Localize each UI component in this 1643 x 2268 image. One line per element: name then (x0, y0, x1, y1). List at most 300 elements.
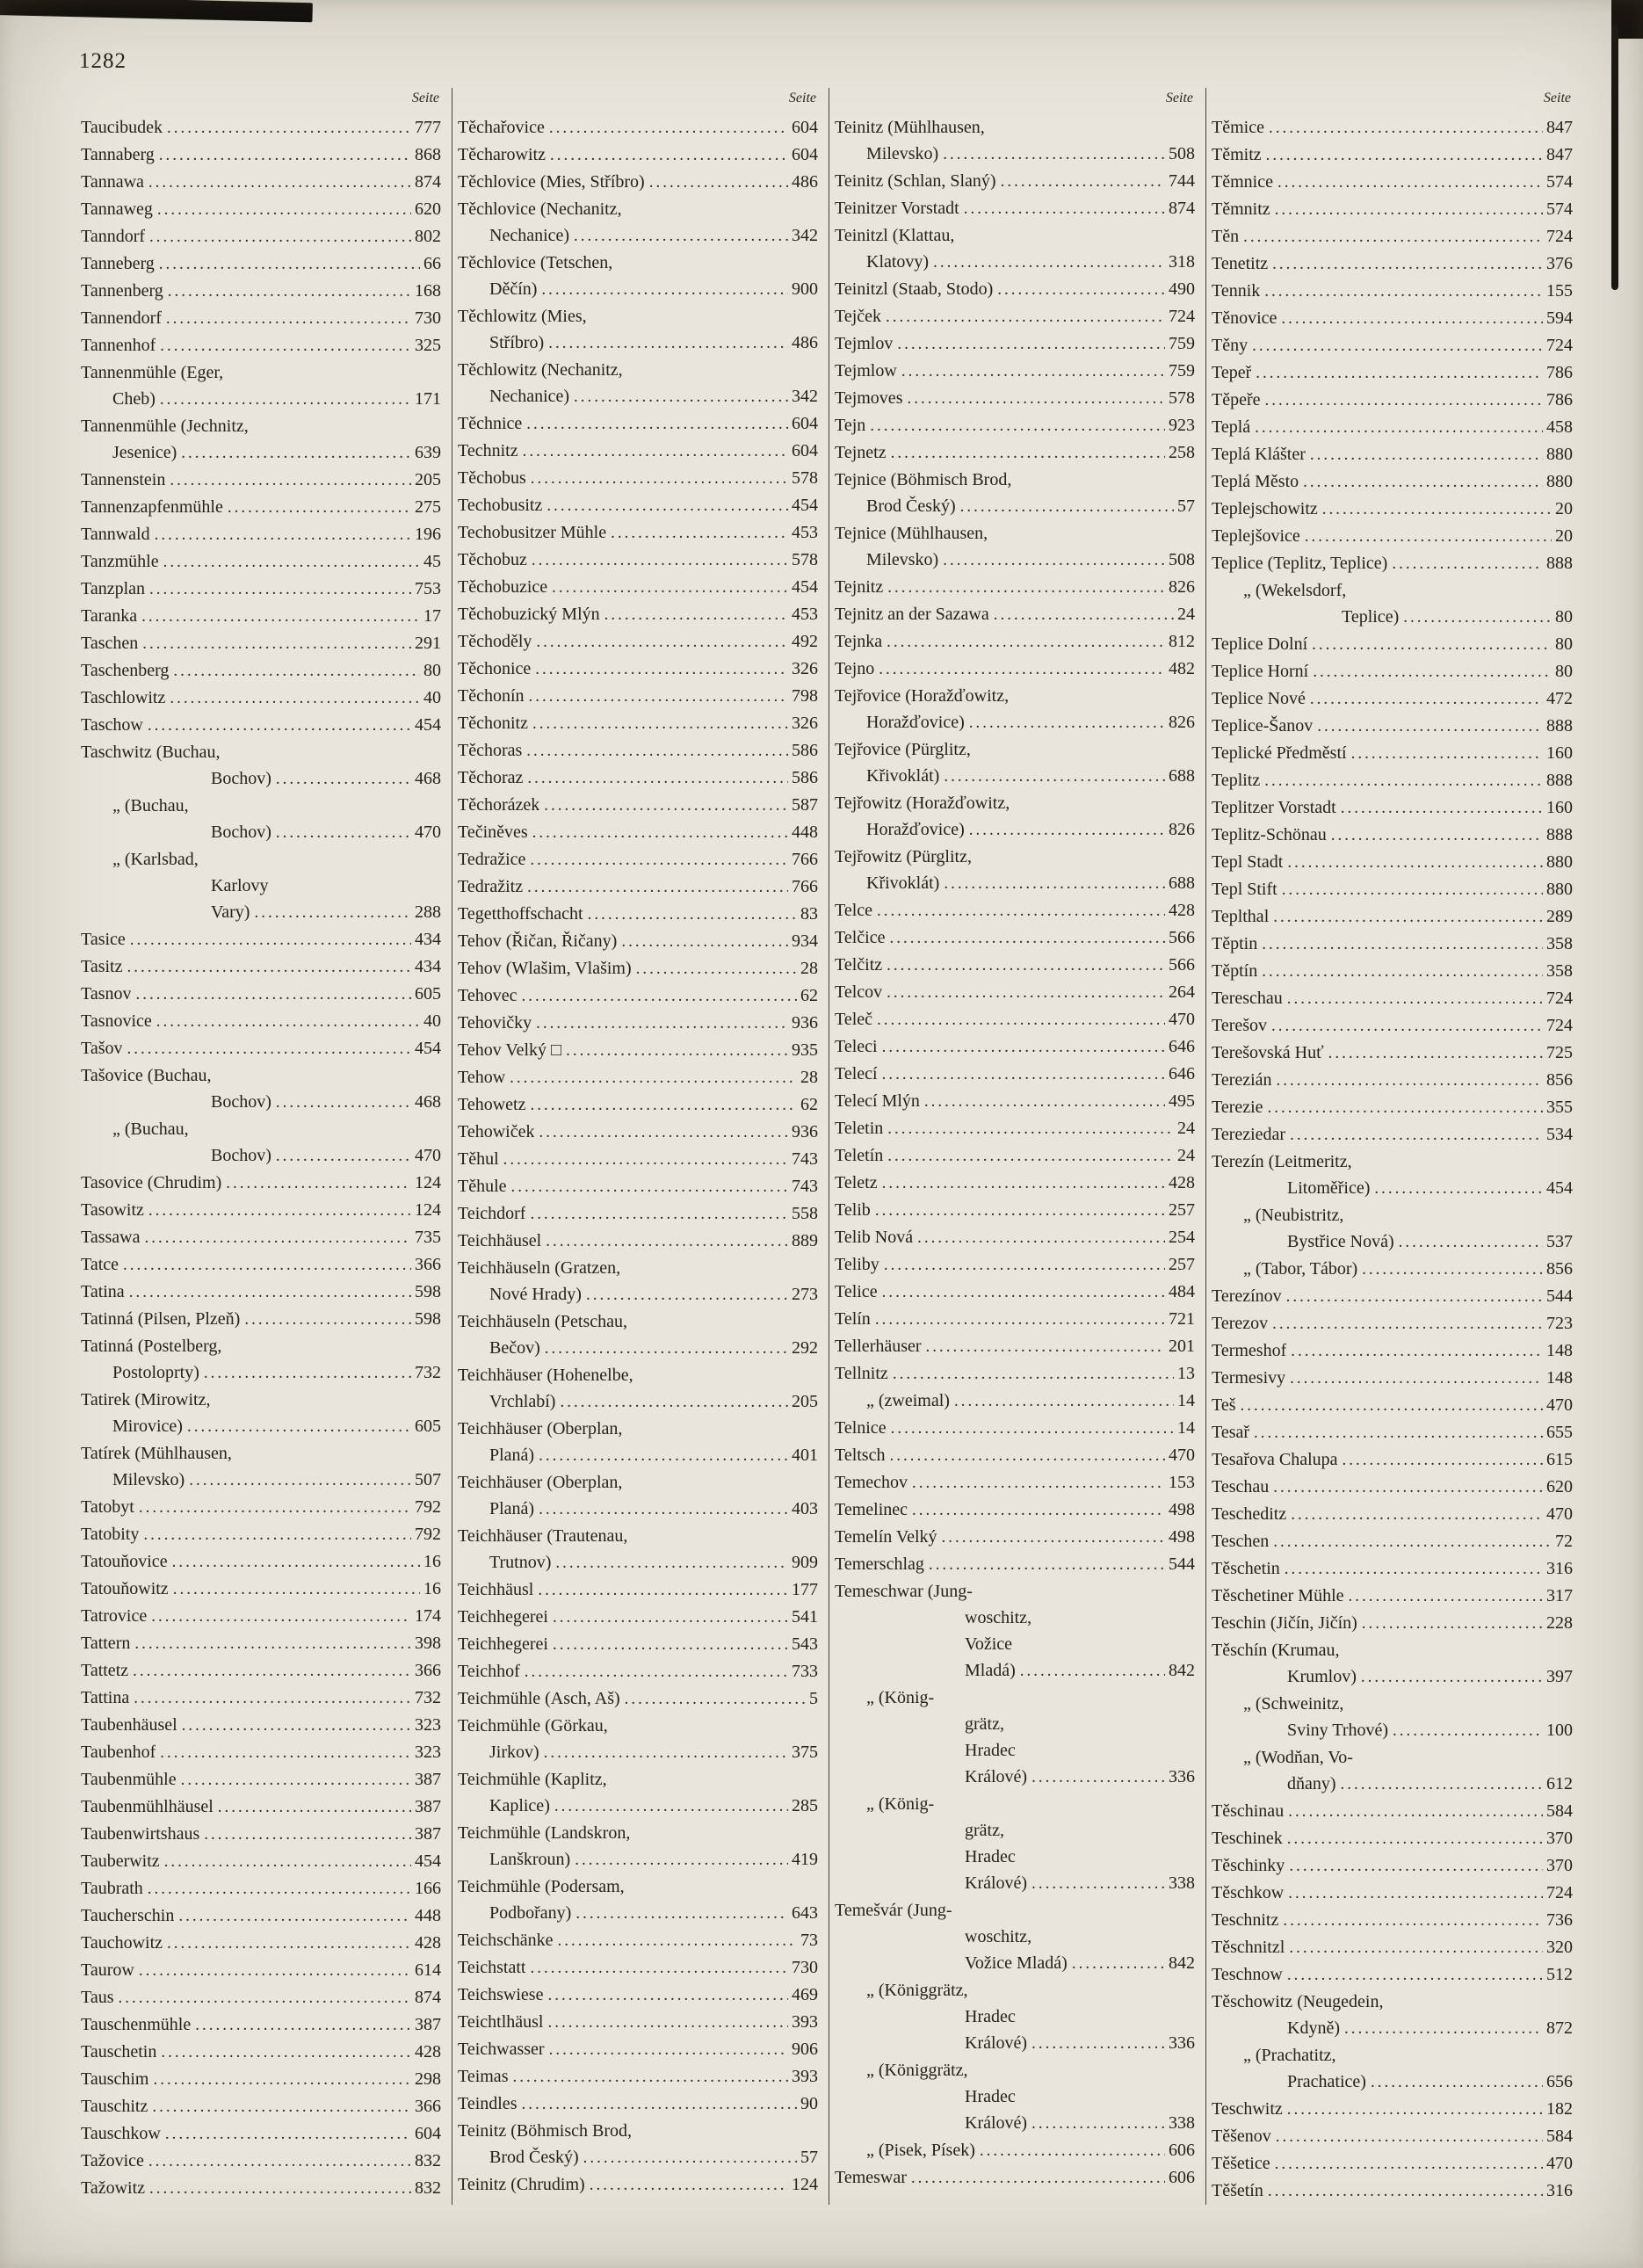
index-entry-line (81, 2148, 441, 2175)
entry-name: Krumlov) (1287, 1667, 1357, 1686)
dot-leader (532, 710, 788, 737)
entry-name: Temelinec (835, 1500, 908, 1519)
entry-name: Tažovice (81, 2151, 144, 2170)
entry-page: 370 (1546, 1856, 1573, 1875)
index-entry-line (81, 685, 441, 712)
entry-page: 486 (792, 333, 818, 352)
index-entry-line (458, 410, 818, 438)
column-seite-header: Seite (788, 91, 816, 105)
dot-leader (276, 765, 411, 793)
entry-page: 802 (415, 227, 441, 246)
index-entry-line (835, 1631, 1195, 1657)
entry-name: Terezián (1212, 1070, 1272, 1090)
entry-name: Tehovec (458, 986, 518, 1005)
entry-name: Tannenmühle (Jechnitz, (81, 417, 249, 436)
dot-leader (276, 1142, 411, 1170)
entry-name: „ (Prachatitz, (1243, 2046, 1336, 2065)
entry-page: 612 (1546, 1774, 1573, 1793)
dot-leader (530, 846, 788, 873)
index-entry-line (1212, 1256, 1573, 1283)
entry-page: 24 (1177, 605, 1195, 624)
entry-page: 732 (415, 1688, 441, 1707)
entry-name: Tanneberg (81, 254, 155, 273)
index-entry-line (81, 1251, 441, 1279)
dot-leader (521, 982, 797, 1010)
index-entry-line (1212, 441, 1573, 468)
index-entry-line (835, 1605, 1195, 1631)
entry-name: Teichhäuseln (Gratzen, (458, 1258, 621, 1278)
index-entry-line (835, 628, 1195, 656)
entry-page: 724 (1546, 1883, 1573, 1902)
dot-leader (523, 438, 788, 465)
entry-page: 508 (1169, 550, 1195, 569)
dot-leader (1031, 2110, 1165, 2137)
entry-page: 468 (415, 1092, 441, 1112)
index-entry-line (835, 736, 1195, 763)
entry-name: Těchlovice (Mies, Stříbro) (458, 172, 645, 192)
entry-page: 721 (1169, 1309, 1195, 1329)
index-entry-line (835, 467, 1195, 493)
dot-leader (118, 1984, 411, 2011)
index-entry-line (1212, 658, 1573, 685)
entry-page: 730 (792, 1958, 818, 1977)
index-entry-line (835, 1388, 1195, 1415)
entry-name: Těschowitz (Neugedein, (1212, 1992, 1384, 2011)
entry-name: „ (König- (866, 1688, 935, 1707)
dot-leader (1290, 1365, 1543, 1392)
index-column-4 (1206, 88, 1583, 2205)
dot-leader (539, 1442, 788, 1469)
entry-page: 541 (792, 1607, 818, 1627)
index-entry-line (1212, 876, 1573, 903)
index-entry-line (835, 1870, 1195, 1897)
index-entry-line (835, 2083, 1195, 2110)
dot-leader (604, 601, 788, 628)
entry-name: Tašovice (Buchau, (81, 1066, 212, 1085)
entry-page: 724 (1546, 227, 1573, 246)
entry-name: Temeschwar (Jung- (835, 1582, 973, 1601)
entry-name: Vožice (965, 1634, 1013, 1654)
dot-leader (530, 1954, 788, 1982)
entry-page: 498 (1169, 1500, 1195, 1519)
index-entry-line (81, 1008, 441, 1035)
entry-page: 62 (800, 1095, 818, 1114)
entry-page: 736 (1546, 1910, 1573, 1930)
entry-name: Teichhegerei (458, 1634, 548, 1654)
dot-leader (887, 952, 1165, 979)
index-entry-line (835, 1306, 1195, 1333)
entry-page: 766 (792, 877, 818, 896)
entry-page: 398 (415, 1634, 441, 1653)
entry-name: Teplejschowitz (1212, 499, 1318, 518)
entry-name: Teichhäuser (Oberplan, (458, 1419, 623, 1438)
dot-leader (548, 330, 788, 357)
entry-page: 604 (415, 2124, 441, 2143)
dot-leader (875, 1197, 1165, 1224)
index-entry-line (835, 2057, 1195, 2083)
index-entry-line (835, 1817, 1195, 1844)
dot-leader (583, 2144, 797, 2171)
index-entry-line (1212, 114, 1573, 141)
index-entry-line (458, 955, 818, 982)
dot-leader (960, 493, 1174, 520)
entry-page: 397 (1546, 1667, 1573, 1686)
dot-leader (924, 1088, 1165, 1115)
index-entry-line (81, 1848, 441, 1875)
dot-leader (129, 1279, 411, 1306)
entry-name: „ (Wodňan, Vo- (1243, 1748, 1353, 1767)
entry-page: 872 (1546, 2018, 1573, 2038)
entry-page: 160 (1546, 743, 1573, 763)
index-entry-line (458, 357, 818, 383)
index-entry-line (835, 276, 1195, 303)
entry-name: Tedražice (458, 850, 526, 869)
dot-leader (546, 492, 788, 519)
dot-leader (877, 1006, 1165, 1033)
dot-leader (549, 2036, 788, 2063)
entry-name: Bochov) (211, 822, 271, 842)
dot-leader (160, 332, 411, 359)
index-entry-line (835, 897, 1195, 924)
entry-name: Tejřowitz (Horažďowitz, (835, 793, 1010, 813)
entry-name: Těchoděly (458, 632, 532, 651)
dot-leader (875, 1306, 1165, 1333)
index-entry-line (835, 1415, 1195, 1442)
entry-page: 584 (1546, 2127, 1573, 2146)
entry-name: Tereziedar (1212, 1125, 1286, 1144)
entry-name: Tannenhof (81, 336, 156, 355)
entry-name: Teplá (1212, 417, 1251, 437)
dot-leader (1328, 1040, 1543, 1067)
index-entry-line (1212, 2069, 1573, 2096)
index-entry-line (1212, 1907, 1573, 1934)
entry-page: 72 (1555, 1532, 1573, 1551)
index-entry-line (1212, 1501, 1573, 1528)
index-entry-line (835, 1224, 1195, 1251)
dot-leader (882, 1061, 1165, 1088)
dot-leader (156, 1008, 420, 1035)
entry-name: Těnovice (1212, 308, 1277, 328)
entry-name: Terešovská Huť (1212, 1043, 1324, 1062)
entry-name: Teichswiese (458, 1985, 544, 2004)
index-entry-line (458, 1255, 818, 1281)
index-entry-line (835, 1115, 1195, 1142)
entry-page: 454 (792, 496, 818, 515)
index-entry-line (458, 2036, 818, 2063)
dot-leader (160, 386, 411, 413)
index-entry-line (458, 1739, 818, 1766)
entry-name: Teichdorf (458, 1204, 526, 1223)
entry-name: Tannwald (81, 525, 150, 544)
entry-name: Těschkow (1212, 1883, 1285, 1902)
entry-page: 832 (415, 2178, 441, 2198)
entry-name: Teichhegerei (458, 1607, 548, 1627)
entry-name: Taubenmühlhäusel (81, 1797, 214, 1816)
index-entry-line (458, 1793, 818, 1820)
entry-name: Tenetitz (1212, 254, 1269, 273)
dot-leader (512, 2063, 788, 2090)
dot-leader (544, 792, 788, 819)
entry-name: Teletz (835, 1173, 878, 1192)
index-entry-line (81, 1116, 441, 1142)
entry-name: Telecí Mlýn (835, 1091, 920, 1111)
entry-page: 798 (792, 686, 818, 706)
entry-page: 753 (415, 579, 441, 598)
index-entry-line (835, 439, 1195, 467)
entry-page: 826 (1169, 820, 1195, 839)
entry-name: Těchoras (458, 741, 523, 760)
index-entry-line (81, 1170, 441, 1197)
entry-name: Tatinná (Postelberg, (81, 1337, 222, 1356)
dot-leader (649, 169, 788, 196)
entry-page: 387 (415, 1770, 441, 1789)
entry-name: Telib (835, 1200, 871, 1220)
dot-leader (590, 2171, 788, 2199)
index-entry-line (1212, 278, 1573, 305)
dot-leader (1361, 1663, 1543, 1691)
entry-page: 124 (415, 1173, 441, 1192)
entry-name: woschitz, (965, 1608, 1032, 1627)
index-entry-line (81, 359, 441, 386)
entry-page: 83 (800, 904, 818, 924)
index-entry-line (835, 1279, 1195, 1306)
entry-page: 275 (415, 497, 441, 517)
dot-leader (226, 1170, 411, 1197)
entry-page: 16 (423, 1579, 441, 1598)
index-entry-line (1212, 2150, 1573, 2177)
entry-name: Prachatice) (1287, 2072, 1366, 2091)
dot-leader (163, 548, 420, 576)
dot-leader (1268, 1094, 1543, 1121)
index-entry-line (81, 899, 441, 926)
entry-page: 744 (1169, 171, 1195, 191)
entry-name: Teleč (835, 1010, 873, 1029)
index-entry-line (835, 1496, 1195, 1524)
entry-page: 453 (792, 605, 818, 624)
page-number: 1282 (79, 49, 127, 73)
entry-page: 454 (415, 1039, 441, 1058)
index-entry-line (1212, 1852, 1573, 1880)
entry-name: Tauschetin (81, 2042, 157, 2061)
dot-leader (1271, 1012, 1543, 1040)
dot-leader (1264, 767, 1543, 794)
entry-page: 468 (415, 769, 441, 788)
index-entry-line (1212, 1202, 1573, 1228)
column-seite-header: Seite (411, 91, 439, 105)
entry-page: 292 (792, 1338, 818, 1358)
entry-name: Teichmühle (Kaplitz, (458, 1770, 607, 1789)
dot-leader (159, 250, 420, 278)
dot-leader (954, 1388, 1174, 1415)
index-entry-line (458, 873, 818, 901)
dot-leader (964, 195, 1165, 222)
entry-page: 743 (792, 1149, 818, 1169)
entry-page: 759 (1169, 334, 1195, 353)
entry-page: 434 (415, 957, 441, 976)
index-entry-line (835, 1006, 1195, 1033)
dot-leader (1031, 2030, 1165, 2057)
dot-leader (549, 114, 788, 141)
entry-name: Tauschkow (81, 2124, 161, 2143)
dot-leader (560, 1388, 788, 1416)
index-entry-line (81, 250, 441, 278)
column-seite-header: Seite (1165, 91, 1193, 105)
entry-name: Teschnow (1212, 1965, 1283, 1984)
index-entry-line (81, 1902, 441, 1930)
entry-name: Tellnitz (835, 1364, 888, 1383)
dot-leader (152, 2093, 411, 2120)
dot-leader (527, 764, 788, 792)
dot-leader (1288, 1880, 1543, 1907)
dot-leader (907, 385, 1165, 412)
index-entry-line (458, 1388, 818, 1416)
dot-leader (1275, 196, 1543, 223)
entry-name: Těchlovice (Nechanitz, (458, 199, 622, 219)
dot-leader (1256, 359, 1543, 387)
entry-page: 14 (1177, 1391, 1195, 1410)
dot-leader (870, 412, 1165, 439)
dot-leader (887, 574, 1165, 601)
dot-leader (141, 603, 420, 630)
index-entry-line (458, 1604, 818, 1631)
index-entry-line (1212, 985, 1573, 1012)
index-column-1 (76, 88, 452, 2205)
entry-name: Teichmühle (Görkau, (458, 1716, 608, 1735)
dot-leader (148, 712, 411, 739)
index-entry-line (458, 492, 818, 519)
index-entry-line (835, 1685, 1195, 1711)
entry-page: 733 (792, 1662, 818, 1681)
dot-leader (526, 737, 788, 764)
index-entry-line (458, 276, 818, 303)
entry-name: Planá) (489, 1499, 535, 1518)
entry-name: Telib Nová (835, 1228, 914, 1247)
dot-leader (1371, 2069, 1543, 2096)
entry-page: 316 (1546, 2181, 1573, 2200)
index-entry-line (1212, 1771, 1573, 1798)
index-entry-line (1212, 1175, 1573, 1202)
entry-page: 66 (423, 254, 441, 273)
entry-page: 486 (792, 172, 818, 192)
entry-name: „ (König- (866, 1794, 935, 1814)
dot-leader (887, 1115, 1174, 1142)
entry-page: 148 (1546, 1368, 1573, 1388)
dot-leader (566, 1037, 788, 1064)
index-entry-line (835, 2164, 1195, 2192)
dot-leader (1264, 278, 1543, 305)
entry-name: Tattina (81, 1688, 130, 1707)
entry-page: 419 (792, 1850, 818, 1869)
entry-name: Temeswar (835, 2168, 907, 2187)
dot-leader (887, 1142, 1174, 1170)
entry-name: Tepl Stift (1212, 880, 1277, 899)
index-entry-line (458, 383, 818, 410)
entry-name: Litoměřice) (1287, 1178, 1371, 1198)
entry-page: 323 (415, 1743, 441, 1762)
index-entry-line (1212, 196, 1573, 223)
entry-name: „ (Buchau, (112, 796, 189, 815)
entry-name: Taschow (81, 715, 143, 735)
entry-page: 888 (1546, 771, 1573, 790)
entry-page: 584 (1546, 1801, 1573, 1821)
dot-leader (621, 928, 788, 955)
entry-name: Tannenzapfenmühle (81, 497, 223, 517)
entry-page: 73 (800, 1931, 818, 1950)
dot-leader (1362, 1610, 1543, 1637)
dot-leader (181, 439, 411, 467)
index-entry-line (1212, 1474, 1573, 1501)
entry-name: Těny (1212, 336, 1249, 355)
dot-leader (586, 1281, 788, 1308)
entry-name: Tesařova Chalupa (1212, 1450, 1338, 1469)
dot-leader (531, 465, 788, 492)
entry-page: 735 (415, 1228, 441, 1247)
index-entry-line (835, 1442, 1195, 1469)
index-entry-line (835, 168, 1195, 195)
entry-name: Taschlowitz (81, 688, 166, 707)
entry-page: 288 (415, 902, 441, 922)
entry-name: Teletin (835, 1119, 884, 1138)
dot-leader (521, 2090, 797, 2118)
dot-leader (1312, 631, 1552, 658)
entry-name: Temechov (835, 1473, 908, 1492)
dot-leader (148, 1197, 411, 1224)
entry-name: Klatovy) (866, 252, 930, 272)
index-entry-line (1212, 523, 1573, 550)
index-entry-line (458, 1900, 818, 1927)
entry-page: 393 (792, 2067, 818, 2086)
dot-leader (1322, 496, 1552, 523)
index-entry-line (1212, 1717, 1573, 1744)
index-columns (76, 88, 1583, 2205)
entry-name: Tejnitz (835, 577, 884, 597)
entry-name: Těchobus (458, 468, 526, 488)
entry-name: Teichwasser (458, 2040, 545, 2059)
entry-name: Tassawa (81, 1228, 141, 1247)
index-entry-line (1212, 1337, 1573, 1365)
entry-name: Telcov (835, 982, 883, 1002)
entry-name: Tejmlov (835, 334, 894, 353)
entry-page: 847 (1546, 118, 1573, 137)
index-entry-line (458, 2090, 818, 2118)
entry-page: 375 (792, 1743, 818, 1762)
entry-page: 490 (1169, 279, 1195, 299)
entry-page: 182 (1546, 2099, 1573, 2119)
index-entry-line (81, 1440, 441, 1467)
entry-name: Mirovice) (112, 1417, 183, 1436)
dot-leader (1310, 685, 1543, 713)
entry-page: 153 (1169, 1473, 1195, 1492)
index-entry-line (81, 2066, 441, 2093)
entry-page: 273 (792, 1285, 818, 1304)
index-entry-line (81, 630, 441, 657)
dot-leader (1243, 223, 1543, 250)
entry-page: 604 (792, 118, 818, 137)
index-entry-line (1212, 794, 1573, 822)
index-entry-line (81, 1548, 441, 1576)
entry-name: Teschnitz (1212, 1910, 1279, 1930)
dot-leader (538, 1576, 788, 1604)
index-entry-line (1212, 1961, 1573, 1989)
index-entry-line (458, 1335, 818, 1362)
entry-page: 264 (1169, 982, 1195, 1002)
entry-page: 792 (415, 1497, 441, 1517)
index-entry-line (458, 1954, 818, 1982)
dot-leader (574, 222, 788, 250)
index-entry-line (1212, 1419, 1573, 1446)
entry-name: Teplá Město (1212, 472, 1299, 491)
dot-leader (912, 1469, 1165, 1496)
